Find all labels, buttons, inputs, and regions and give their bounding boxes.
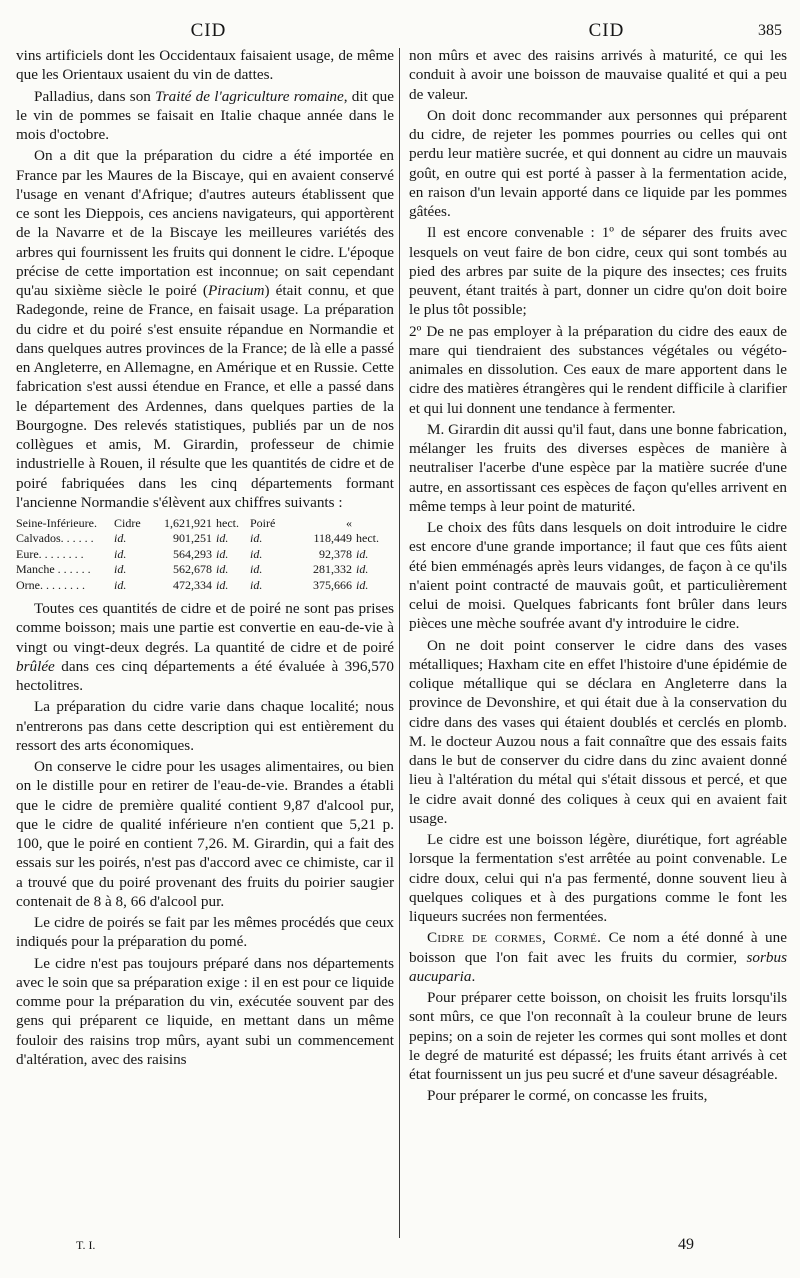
paragraph: On doit donc recommander aux personnes qui préparent du cidre, de rejeter les pommes pourries ou celles qui ont perdu leur matière sucrée, et qui donnent au cidre un mauvais goût, en outre qui est porté à passer à la fermentation acide, en raison d'un levain apporté dans ce liquide par les pommes gâtées. xyxy=(409,106,787,220)
table-cell-label2: id. xyxy=(250,531,263,546)
text-run: Toutes ces quantités de cidre et de poiré ne sont pas prises comme boisson; mais une partie est convertie en eau-de-vie à vingt ou vingt-deux degrés. La quantité de cidre et de poiré xyxy=(16,600,394,656)
paragraph: Le cidre de poirés se fait par les mêmes procédés que ceux indiqués pour la préparation du pomé. xyxy=(16,914,394,951)
text-run: dans ces cinq départements a été évaluée à 396,570 hectolitres. xyxy=(16,657,394,695)
signature-mark: T. I. xyxy=(76,1238,96,1252)
paragraph: Le choix des fûts dans lesquels on doit introduire le cidre est encore d'une grande importance; il faut que ces fûts aient été bien emménagés après leurs vidanges, de façon à ce qu'ils n'aient point contracté de mauvais goût, et particulièrement celui de moisi. Quelques fabricants font brûler dans leurs pièces une mèche soufrée avant d'y introduire le cidre. xyxy=(409,519,787,633)
page-number: 385 xyxy=(758,22,782,39)
table-cell-cidre: 472,334 xyxy=(173,577,212,592)
table-row xyxy=(16,516,394,531)
table-cell-poire: « xyxy=(346,516,352,530)
table-cell-poire: 118,449 xyxy=(313,531,352,546)
table-cell-unit1: id. xyxy=(216,546,229,561)
text-run: , dit que le vin de pommes se faisait en Italie chaque année dans le mois d'octobre. xyxy=(16,87,394,143)
table-cell-dept: Manche . . . . . . xyxy=(16,562,91,577)
column-divider xyxy=(399,48,400,1238)
table-cell-unit2 xyxy=(352,516,394,531)
folio-number: 49 xyxy=(678,1236,694,1253)
table-cell-poire: 375,666 xyxy=(313,577,352,592)
paragraph: La préparation du cidre varie dans chaque localité; nous n'entrerons pas dans cette description qui est entièrement du ressort des arts économiques. xyxy=(16,698,394,754)
page-footer xyxy=(16,1238,782,1262)
table-cell-unit2: id. xyxy=(356,546,369,561)
paragraph: M. Girardin dit aussi qu'il faut, dans une bonne fabrication, mélanger les fruits des diverses espèces de manière à neutraliser l'acerbe d'une espèce par la matière sucrée d'une autre, en assortissant ces espèces de façon qu'elles arrivent en même temps à leur point de maturité. xyxy=(409,420,787,515)
book-title: Traité de l'agriculture romaine xyxy=(155,87,344,105)
paragraph: On ne doit point conserver le cidre dans des vases métalliques; Haxham cite en effet l'histoire d'une épidémie de colique métallique qui se déclara en Angleterre dans la province de Devonshire, et qui était due à la conservation du cidre dans des vases qui étaient doublés et cerclés en plomb. M. le docteur Auzou nous a fait connaître que des essais faits dans le but de conserver du cidre dans du zinc avaient donné lieu à l'altération du métal qui s'était dissous et percé, et que le cidre avait donné des coliques à ceux qui en avaient fait usage. xyxy=(409,636,787,827)
table-cell-unit2: hect. xyxy=(356,531,379,546)
text-run: Ce nom a été donné à une boisson que l'on fait avec les fruits du cormier, xyxy=(409,929,787,966)
text-run: Palladius, dans son xyxy=(34,87,156,105)
table-cell-unit1: id. xyxy=(216,562,229,577)
table-cell-label2: id. xyxy=(250,562,263,577)
paragraph: non mûrs et avec des raisins arrivés à maturité, ce qui les conduit à avoir une boisson de mauvaise qualité et qui a peu de valeur. xyxy=(409,47,787,103)
table-row xyxy=(16,562,394,577)
text-run: . xyxy=(471,967,476,985)
latin-term: Piracium xyxy=(207,282,265,299)
paragraph xyxy=(409,928,787,986)
paragraph xyxy=(16,146,394,512)
italic-term: brûlée xyxy=(16,657,55,675)
paragraph: Pour préparer le cormé, on concasse les fruits, xyxy=(427,1087,708,1105)
table-cell-label: id. xyxy=(114,546,127,561)
text-run: ) était connu, et que Radegonde, reine de France, en faisait usage. La préparation du cidre et du poiré s'est ensuite répandue en Normandie et dans quelques autres provinces de la France; de là elle a passé en Angleterre, en Allemagne, en Amérique et en Russie. Cette fabrication s'est aussi étendue en France, et elle a passé dans le département des Ardennes, dans quelques parties de la Bourgogne. Des relevés statistiques, publiés par un de nos collègues et amis, M. Girardin, professeur de chimie industrielle à Rouen, il résulte que les quantités de cidre et de poiré fabriquées dans les cinq départements formant l'ancienne Normandie s'élèvent aux chiffres suivants : xyxy=(16,282,395,511)
entry-heading: Cidre de cormes, Cormé. xyxy=(427,929,602,947)
running-head-right: CID xyxy=(588,20,625,41)
latin-term: sorbus aucuparia xyxy=(409,948,787,985)
paragraph: On conserve le cidre pour les usages alimentaires, ou bien on le distille pour en retirer de l'eau-de-vie. Brandes a établi que le cidre de première qualité contient 9,87 d'alcool pur, que le cidre de qualité inférieure n'en contient que 5,21 p. 100, que le poiré en contient 7,26. M. Girardin, qui a fait des essais sur les poirés, n'est pas d'accord avec ce chimiste, car il a trouvé que du poiré provenant des fruits du poirier saugier contenait de 8 à 8, 66 d'alcool pur. xyxy=(16,758,394,910)
left-column xyxy=(16,46,394,1071)
text-run: On a dit que la préparation du cidre a été importée en France par les Maures de la Biscaye, qui en avaient conservé l'usage en venant d'Afrique; d'autres auteurs établissent que ce sont les Dieppois, ces anciens navigateurs, qui apportèrent de la Navarre et de la Biscaye les meilleures variétés des arbres qui fournissent les fruits qui donnent le cidre. L'époque précise de cette importation est inconnue; on sait cependant qu'au sixième siècle le poiré ( xyxy=(16,147,394,299)
table-cell-poire: 92,378 xyxy=(319,546,352,561)
table-cell-label: Cidre xyxy=(114,516,141,530)
table-cell-dept: Eure. . . . . . . . xyxy=(16,546,84,561)
table-cell-poire: 281,332 xyxy=(313,562,352,577)
production-table xyxy=(16,516,394,593)
table-row xyxy=(16,547,394,562)
paragraph: 2º De ne pas employer à la préparation du cidre des eaux de mare qui tiendraient des substances végétales ou végéto-animales en dissolution. Ces eaux de mare apportent dans le cidre des matières étrangères qui le rendent difficile à clarifier et qui lui donnent une tendance à fermenter. xyxy=(409,322,787,417)
table-cell-unit1: id. xyxy=(216,531,229,546)
paragraph: Il est encore convenable : 1º de séparer des fruits avec lesquels on veut faire de bon cidre, ceux qui sont tombés au pied des arbres par suite de la piqure des insectes; ces fruits peuvent, étant traités à part, donner un cidre qu'on doit boire le plus tôt possible; xyxy=(409,224,787,319)
table-cell-label: id. xyxy=(114,531,127,546)
table-cell-unit1: hect. xyxy=(216,516,239,530)
table-cell-label2: Poiré xyxy=(250,516,276,530)
table-cell-label: id. xyxy=(114,577,127,592)
table-cell-label2: id. xyxy=(250,577,263,592)
table-cell-unit2: id. xyxy=(356,562,369,577)
table-cell-label: id. xyxy=(114,562,127,577)
table-cell-cidre: 564,293 xyxy=(173,546,212,561)
table-row xyxy=(16,531,394,546)
table-row xyxy=(16,578,394,593)
table-cell-unit1: id. xyxy=(216,577,229,592)
paragraph: Le cidre n'est pas toujours préparé dans nos départements avec le soin que sa préparation exige : il en est pour ce liquide comme pour la préparation du vin, exécutée souvent par des gens qui préparent ce liquide, en mettant dans un même fouloir des raisins trop mûrs, ayant subi un commencement d'altération, avec des raisins xyxy=(16,954,394,1068)
table-cell-cidre: 1,621,921 xyxy=(164,516,212,530)
running-head xyxy=(16,20,782,46)
paragraph: Pour préparer cette boisson, on choisit les fruits lorsqu'ils sont mûrs, ce que l'on reconnaît à la couleur brune de leurs pepins; on a soin de rejeter les cormes qui sont molles et dont le degré de maturité est dépassé; les fruits étant arrivés à cet état fournissent un jus peu sucré et d'une saveur désagréable. xyxy=(409,989,787,1083)
paragraph xyxy=(16,87,394,145)
running-head-left: CID xyxy=(190,20,227,41)
table-cell-label2: id. xyxy=(250,546,263,561)
right-column xyxy=(409,46,787,1108)
table-cell-cidre: 901,251 xyxy=(173,531,212,546)
paragraph xyxy=(16,599,394,695)
table-cell-dept: Seine-Inférieure. xyxy=(16,516,97,530)
table-cell-dept: Orne. . . . . . . . xyxy=(16,577,85,592)
table-cell-dept: Calvados. . . . . . xyxy=(16,531,94,546)
table-cell-unit2: id. xyxy=(356,577,369,592)
table-cell-cidre: 562,678 xyxy=(173,562,212,577)
paragraph: vins artificiels dont les Occidentaux faisaient usage, de même que les Orientaux usaient du vin de dattes. xyxy=(16,47,394,84)
paragraph: Le cidre est une boisson légère, diurétique, fort agréable lorsque la fermentation s'est arrêtée au point convenable. Le cidre doux, celui qui n'a pas fermenté, donne souvent lieu à quelques coliques et à des purgations comme le font les liqueurs sucrées non fermentées. xyxy=(409,831,787,925)
